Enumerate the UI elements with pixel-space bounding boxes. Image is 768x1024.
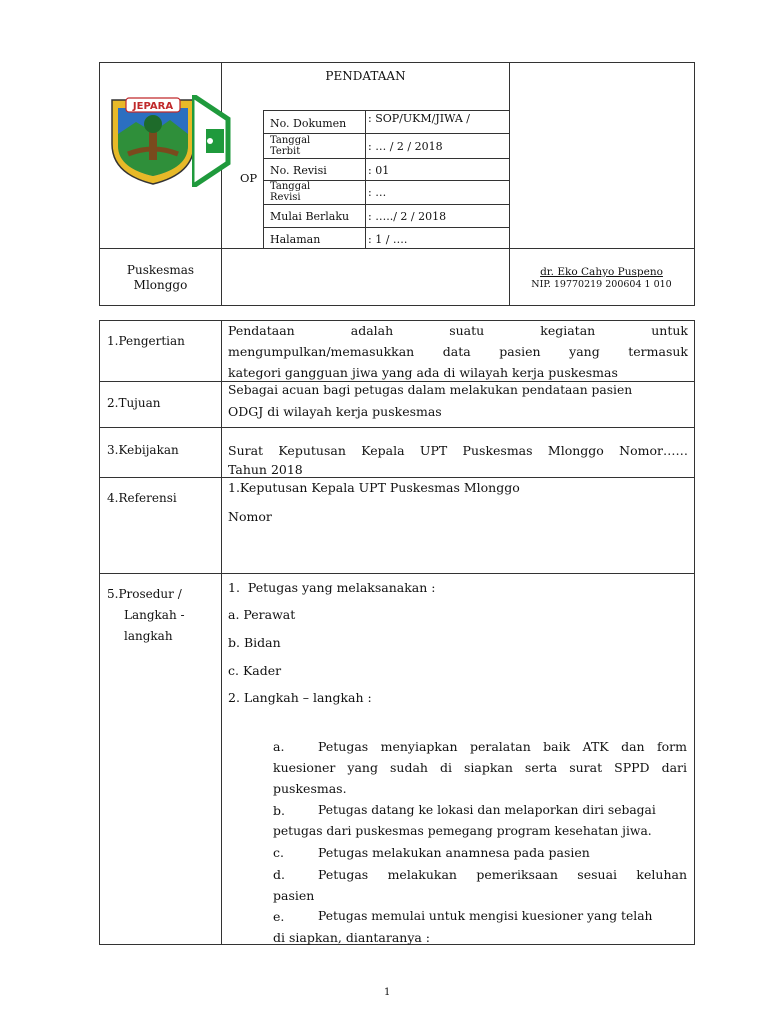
step-d-line-1: Petugas melakukan pemeriksaan sesuai keluhan bbox=[318, 867, 687, 882]
step-a-line-3: puskesmas. bbox=[273, 781, 347, 796]
step-b-line-2: petugas dari puskesmas pemegang program kesehatan jiwa. bbox=[273, 824, 652, 838]
field-label-mulai-berlaku: Mulai Berlaku bbox=[270, 210, 350, 223]
step-d-line-2: pasien bbox=[273, 888, 315, 903]
prosedur-item-3: b. Bidan bbox=[228, 635, 281, 650]
section-label-prosedur-2: Langkah - bbox=[124, 608, 185, 622]
page-number: 1 bbox=[384, 987, 391, 998]
section-label-kebijakan: 3.Kebijakan bbox=[107, 443, 179, 457]
tujuan-line-2: ODGJ di wilayah kerja puskesmas bbox=[228, 404, 442, 419]
field-value-tanggal-terbit: : … / 2 / 2018 bbox=[368, 140, 443, 153]
field-label-no-dokumen: No. Dokumen bbox=[270, 117, 347, 130]
field-label-halaman: Halaman bbox=[270, 233, 321, 246]
signer-nip: NIP. 19770219 200604 1 010 bbox=[531, 279, 672, 290]
kebijakan-line-1: Surat Keputusan Kepala UPT Puskesmas Mlonggo Nomor…… bbox=[228, 443, 688, 458]
section-label-referensi: 4.Referensi bbox=[107, 491, 177, 505]
jepara-logo bbox=[108, 94, 198, 186]
puskesmas-emblem bbox=[192, 95, 232, 187]
field-label-tanggal-revisi: Tanggal Revisi bbox=[270, 181, 311, 203]
prosedur-item-1: 1. Petugas yang melaksanakan : bbox=[228, 580, 436, 595]
step-a-line-2: kuesioner yang sudah di siapkan serta surat SPPD dari bbox=[273, 760, 687, 775]
step-d-letter: d. bbox=[273, 867, 285, 882]
pengertian-line-3: kategori gangguan jiwa yang ada di wilayah kerja puskesmas bbox=[228, 365, 618, 380]
prosedur-item-4: c. Kader bbox=[228, 663, 282, 678]
field-label-tanggal-terbit: Tanggal Terbit bbox=[270, 135, 311, 157]
pengertian-line-1: Pendataan adalah suatu kegiatan untuk bbox=[228, 323, 688, 338]
field-value-no-dokumen: : SOP/UKM/JIWA / bbox=[368, 112, 470, 125]
sop-fragment: OP bbox=[240, 171, 258, 185]
kebijakan-line-2: Tahun 2018 bbox=[228, 462, 303, 477]
step-a-letter: a. bbox=[273, 739, 285, 754]
field-value-no-revisi: : 01 bbox=[368, 164, 390, 177]
field-value-tanggal-revisi: : … bbox=[368, 186, 387, 199]
tujuan-line-1: Sebagai acuan bagi petugas dalam melakukan pendataan pasien bbox=[228, 383, 633, 397]
field-label-no-revisi: No. Revisi bbox=[270, 164, 327, 177]
pengertian-line-2: mengumpulkan/memasukkan data pasien yang termasuk bbox=[228, 344, 688, 359]
step-c-line-1: Petugas melakukan anamnesa pada pasien bbox=[318, 845, 590, 860]
logo-text: JEPARA bbox=[132, 101, 174, 112]
step-b-line-1: Petugas datang ke lokasi dan melaporkan diri sebagai bbox=[318, 803, 656, 817]
step-e-line-2: di siapkan, diantaranya : bbox=[273, 930, 431, 945]
section-label-pengertian: 1.Pengertian bbox=[107, 334, 185, 348]
signer-name: dr. Eko Cahyo Puspeno bbox=[540, 266, 663, 278]
field-value-mulai-berlaku: : …../ 2 / 2018 bbox=[368, 210, 447, 223]
section-label-prosedur-3: langkah bbox=[124, 629, 173, 643]
org-name: Puskesmas Mlonggo bbox=[126, 263, 195, 292]
step-b-letter: b. bbox=[273, 803, 285, 818]
step-a-line-1: Petugas menyiapkan peralatan baik ATK dan form bbox=[318, 739, 687, 754]
step-c-letter: c. bbox=[273, 845, 284, 860]
section-label-tujuan: 2.Tujuan bbox=[107, 396, 161, 410]
prosedur-item-5: 2. Langkah – langkah : bbox=[228, 690, 372, 705]
section-label-prosedur-1: 5.Prosedur / bbox=[107, 587, 182, 601]
referensi-line-1: 1.Keputusan Kepala UPT Puskesmas Mlonggo bbox=[228, 480, 520, 495]
referensi-line-2: Nomor bbox=[228, 509, 272, 524]
field-value-halaman: : 1 / …. bbox=[368, 233, 408, 246]
step-e-letter: e. bbox=[273, 909, 285, 924]
document-title: PENDATAAN bbox=[325, 69, 406, 83]
prosedur-item-2: a. Perawat bbox=[228, 607, 296, 622]
step-e-line-1: Petugas memulai untuk mengisi kuesioner yang telah bbox=[318, 909, 653, 923]
